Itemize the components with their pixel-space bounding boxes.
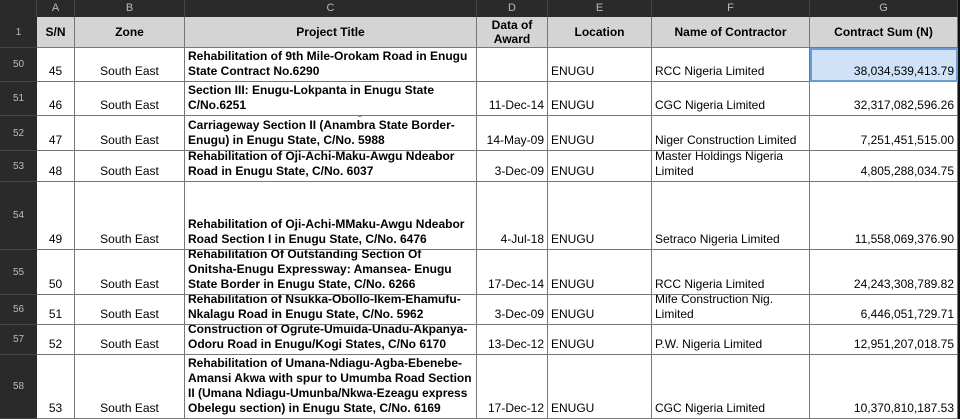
column-header-c[interactable]: C <box>185 0 477 17</box>
cell-contractor[interactable] <box>652 82 810 116</box>
cell-location[interactable] <box>548 151 652 182</box>
cell-award-text: 3-Dec-09 <box>494 164 544 178</box>
cell-contractor-text: CGC Nigeria Limited <box>655 401 766 415</box>
cell-award[interactable] <box>477 325 548 355</box>
header-cell-title[interactable]: Project Title <box>185 17 477 48</box>
cell-zone[interactable] <box>75 325 185 355</box>
cell-sn-text: 48 <box>48 164 63 178</box>
cell-contractor[interactable] <box>652 250 810 295</box>
cell-zone-text: South East <box>100 98 159 112</box>
cell-contractor[interactable] <box>652 182 810 250</box>
cell-sum[interactable] <box>810 82 958 116</box>
cell-sn[interactable] <box>37 295 75 325</box>
cell-title-text: Rehabilitation Of Outstanding Section Of Onitsha-Enugu Expressway: Amansea- Enugu State Border in Enugu State, C/No. 6266 <box>188 250 452 291</box>
cell-sum-text: 10,370,810,187.53 <box>853 401 954 415</box>
cell-location-text: ENUGU <box>551 133 595 147</box>
cell-sum-text: 11,558,069,376.90 <box>854 232 954 246</box>
cell-zone-text: South East <box>100 337 159 351</box>
cell-zone-text: South East <box>100 164 159 178</box>
cell-contractor-text: Master Holdings Nigeria Limited <box>655 151 784 178</box>
cell-title-text: Rehabilitation of Oji-Achi-MMaku-Awgu Ndeabor Road Section I in Enugu State, C/No. 6476 <box>188 217 465 246</box>
cell-sum[interactable] <box>810 250 958 295</box>
cell-award[interactable] <box>477 48 548 82</box>
cell-award[interactable] <box>477 295 548 325</box>
column-header-b[interactable]: B <box>75 0 185 17</box>
cell-sn[interactable] <box>37 151 75 182</box>
cell-sn[interactable] <box>37 116 75 151</box>
cell-sum-text: 12,951,207,018.75 <box>853 337 954 351</box>
cell-zone-text: South East <box>100 307 159 321</box>
cell-zone[interactable] <box>75 250 185 295</box>
cell-contractor[interactable] <box>652 116 810 151</box>
cell-zone-text: South East <box>100 64 159 78</box>
row-number[interactable]: 1 <box>0 17 37 48</box>
cell-zone-text: South East <box>100 277 159 291</box>
cell-location[interactable] <box>548 250 652 295</box>
cell-location[interactable] <box>548 325 652 355</box>
row-number[interactable]: 55 <box>0 250 37 295</box>
cell-location[interactable] <box>548 82 652 116</box>
cell-sn[interactable] <box>37 182 75 250</box>
cell-title[interactable] <box>185 82 477 116</box>
header-cell-sum[interactable]: Contract Sum (N) <box>810 17 958 48</box>
cell-sn[interactable] <box>37 355 75 419</box>
cell-award[interactable] <box>477 151 548 182</box>
header-cell-sn[interactable]: S/N <box>37 17 75 48</box>
cell-sn-text: 45 <box>48 64 63 78</box>
cell-sum[interactable] <box>810 48 958 82</box>
cell-zone[interactable] <box>75 355 185 419</box>
cell-award[interactable] <box>477 355 548 419</box>
cell-sum-text: 7,251,451,515.00 <box>860 133 954 147</box>
cell-sum[interactable] <box>810 355 958 419</box>
cell-sum[interactable] <box>810 151 958 182</box>
column-header-f[interactable]: F <box>652 0 810 17</box>
cell-sn[interactable] <box>37 250 75 295</box>
cell-award-text: 14-May-09 <box>486 133 544 147</box>
cell-award-text: 4-Jul-18 <box>500 232 544 246</box>
cell-zone[interactable] <box>75 116 185 151</box>
cell-zone[interactable] <box>75 295 185 325</box>
cell-title-text: Construction of Ogrute-Umuida-Unadu-Akpanya-Odoru Road in Enugu/Kogi States, C/No 6170 <box>188 325 468 351</box>
cell-location-text: ENUGU <box>551 337 595 351</box>
cell-title[interactable] <box>185 355 477 419</box>
cell-sn-text: 53 <box>48 401 63 415</box>
cell-location-text: ENUGU <box>551 401 595 415</box>
cell-sn-text: 47 <box>48 133 63 147</box>
cell-zone-text: South East <box>100 133 159 147</box>
cell-location-text: ENUGU <box>551 232 595 246</box>
cell-award-text: 17-Dec-12 <box>487 401 544 415</box>
cell-contractor[interactable] <box>652 355 810 419</box>
row-number[interactable]: 57 <box>0 325 37 355</box>
cell-sn[interactable] <box>37 48 75 82</box>
column-header-d[interactable]: D <box>477 0 548 17</box>
cell-award[interactable] <box>477 116 548 151</box>
cell-location[interactable] <box>548 116 652 151</box>
cell-award-text: 13-Dec-12 <box>487 337 544 351</box>
cell-sum-text: 24,243,308,789.82 <box>853 277 954 291</box>
cell-contractor-text: RCC Nigeria Limited <box>655 64 765 78</box>
cell-title[interactable] <box>185 250 477 295</box>
cell-sum-text: 32,317,082,596.26 <box>853 98 954 112</box>
cell-sn[interactable] <box>37 82 75 116</box>
cell-award[interactable] <box>477 182 548 250</box>
column-header-g[interactable]: G <box>810 0 958 17</box>
row-number[interactable]: 56 <box>0 295 37 325</box>
cell-title-text: Rehabilitation of Oji-Achi-Maku-Awgu Ndeabor Road in Enugu State, C/No. 6037 <box>188 151 455 178</box>
cell-award[interactable] <box>477 250 548 295</box>
select-all-corner[interactable] <box>0 0 37 17</box>
cell-location-text: ENUGU <box>551 164 595 178</box>
cell-award-text: 3-Dec-09 <box>494 307 544 321</box>
cell-contractor[interactable] <box>652 151 810 182</box>
cell-title-text: Section III: Enugu-Lokpanta in Enugu State C/No.6251 <box>188 83 434 112</box>
cell-sum[interactable] <box>810 325 958 355</box>
cell-location[interactable] <box>548 355 652 419</box>
cell-location-text: ENUGU <box>551 64 595 78</box>
header-cell-award[interactable]: Data of Award <box>477 17 548 48</box>
cell-zone-text: South East <box>100 401 159 415</box>
row-number[interactable]: 58 <box>0 355 37 419</box>
row-number[interactable]: 52 <box>0 116 37 151</box>
cell-award-text: 17-Dec-14 <box>487 277 544 291</box>
cell-award-text: 11-Dec-14 <box>488 98 544 112</box>
header-cell-zone[interactable]: Zone <box>75 17 185 48</box>
cell-contractor-text: Setraco Nigeria Limited <box>655 232 780 246</box>
cell-title[interactable] <box>185 116 477 151</box>
row-number[interactable]: 51 <box>0 82 37 116</box>
row-number[interactable]: 53 <box>0 151 37 182</box>
cell-zone[interactable] <box>75 151 185 182</box>
cell-contractor-text: RCC Nigeria Limited <box>655 277 765 291</box>
cell-title-text: Rehabilitation of Nsukka-Obollo-Ikem-Ehamufu-Nkalagu Road in Enugu State, C/No. 5962 <box>188 295 461 321</box>
row-number[interactable]: 50 <box>0 48 37 82</box>
cell-contractor-text: Niger Construction Limited <box>655 133 797 147</box>
header-cell-location[interactable]: Location <box>548 17 652 48</box>
cell-contractor[interactable] <box>652 48 810 82</box>
cell-sum[interactable] <box>810 182 958 250</box>
cell-sum[interactable] <box>810 295 958 325</box>
column-header-e[interactable]: E <box>548 0 652 17</box>
cell-sum-text: 4,805,288,034.75 <box>860 164 954 178</box>
cell-title[interactable] <box>185 151 477 182</box>
cell-location[interactable] <box>548 48 652 82</box>
column-header-a[interactable]: A <box>37 0 75 17</box>
row-number[interactable]: 54 <box>0 182 37 250</box>
cell-location[interactable] <box>548 295 652 325</box>
cell-sn-text: 52 <box>48 337 63 351</box>
cell-title[interactable] <box>185 325 477 355</box>
cell-sn-text: 46 <box>48 98 63 112</box>
header-cell-contractor[interactable]: Name of Contractor <box>652 17 810 48</box>
cell-contractor[interactable] <box>652 325 810 355</box>
cell-zone-text: South East <box>100 232 159 246</box>
cell-contractor-text: CGC Nigeria Limited <box>655 98 766 112</box>
cell-zone[interactable] <box>75 82 185 116</box>
cell-sum-text: 38,034,539,413.79 <box>853 64 954 78</box>
cell-sn-text: 49 <box>48 232 63 246</box>
cell-contractor-text: P.W. Nigeria Limited <box>655 337 763 351</box>
cell-title[interactable] <box>185 295 477 325</box>
cell-contractor-text: Mife Construction Nig. Limited <box>655 295 774 321</box>
cell-location-text: ENUGU <box>551 277 595 291</box>
cell-title-text: Rehabilitation of 9th Mile-Orokam Road in Enugu State Contract No.6290 <box>188 49 468 78</box>
cell-zone[interactable] <box>75 182 185 250</box>
cell-title[interactable] <box>185 48 477 82</box>
cell-title[interactable] <box>185 182 477 250</box>
cell-sum[interactable] <box>810 116 958 151</box>
cell-award[interactable] <box>477 82 548 116</box>
cell-sn-text: 50 <box>48 277 63 291</box>
cell-location[interactable] <box>548 182 652 250</box>
cell-title-text: Carriageway Section II (Anambra State Border- Enugu) in Enugu State, C/No. 5988 <box>188 118 455 147</box>
cell-sn-text: 51 <box>48 307 63 321</box>
cell-location-text: ENUGU <box>551 98 595 112</box>
cell-contractor[interactable] <box>652 295 810 325</box>
cell-sum-text: 6,446,051,729.71 <box>860 307 954 321</box>
cell-title-text: Rehabilitation of Umana-Ndiagu-Agba-Ebenebe-Amansi Akwa with spur to Umumba Road Section II (Umana Ndiagu-Umunba/Nkwa-Ezeagu express Obelegu section) in Enugu State, C/No. 6169 <box>188 356 472 415</box>
cell-location-text: ENUGU <box>551 307 595 321</box>
cell-zone[interactable] <box>75 48 185 82</box>
cell-sn[interactable] <box>37 325 75 355</box>
